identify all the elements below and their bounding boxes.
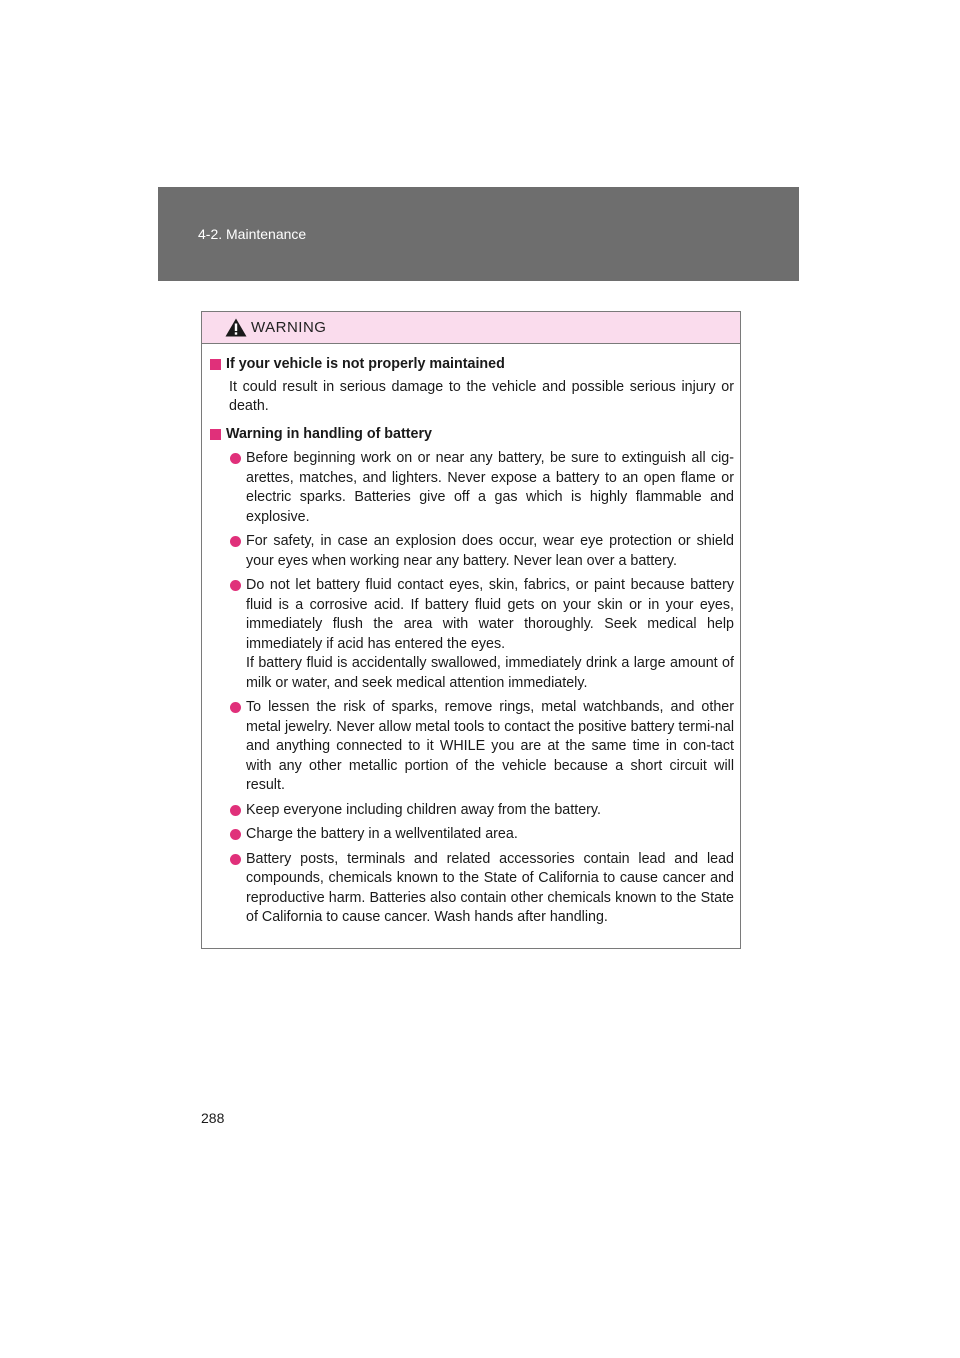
list-item: To lessen the risk of sparks, remove rings, metal watchbands, and other metal jewelry. Never allow metal tools to contact the positive battery termi-nal and anything connected to it WHILE you are at the same time in con-tact with any other metallic portion of the vehicle because a short circuit will result. <box>230 698 734 796</box>
page-number: 288 <box>201 1110 225 1126</box>
circle-bullet-icon <box>230 829 241 840</box>
warning-triangle-icon <box>225 318 247 337</box>
section-heading: If your vehicle is not properly maintained <box>210 355 734 375</box>
section-title: 4-2. Maintenance <box>198 226 307 242</box>
warning-title: WARNING <box>251 319 327 336</box>
page-header <box>158 187 799 281</box>
list-item <box>230 576 734 693</box>
circle-bullet-icon <box>230 453 241 464</box>
warning-content <box>202 344 740 928</box>
list-item: For safety, in case an explosion does occur, wear eye protection or shield your eyes when working near any battery. Never lean over a battery. <box>230 532 734 571</box>
square-bullet-icon <box>210 429 221 440</box>
section-heading: Warning in handling of battery <box>210 425 734 445</box>
list-item: Before beginning work on or near any battery, be sure to extinguish all cig-arettes, matches, and lighters. Never expose a battery to an open flame or electric sparks. Batteries give off a gas which is highly flammable and explosive. <box>230 449 734 527</box>
bullet-text: Do not let battery fluid contact eyes, skin, fabrics, or paint because battery fluid is a corrosive acid. If battery fluid gets on your skin or in your eyes, immediately flush the area with water thoroughly. Seek medical help immediately if acid has entered the eyes. <box>246 577 734 652</box>
circle-bullet-icon <box>230 536 241 547</box>
list-item: Battery posts, terminals and related accessories contain lead and lead compounds, chemicals known to the State of California to cause cancer and reproductive harm. Batteries also contain other chemicals known to the State of California to cause cancer. Wash hands after handling. <box>230 850 734 928</box>
warning-box <box>201 311 741 949</box>
circle-bullet-icon <box>230 580 241 591</box>
bullet-text-continued: If battery fluid is accidentally swallowed, immediately drink a large amount of milk or water, and seek medical attention immediately. <box>246 655 734 691</box>
square-bullet-icon <box>210 359 221 370</box>
list-item: Charge the battery in a wellventilated area. <box>230 825 734 845</box>
circle-bullet-icon <box>230 702 241 713</box>
circle-bullet-icon <box>230 805 241 816</box>
warning-header <box>202 312 740 344</box>
circle-bullet-icon <box>230 854 241 865</box>
section-text: It could result in serious damage to the vehicle and possible serious injury or death. <box>229 378 734 414</box>
list-item: Keep everyone including children away from the battery. <box>230 801 734 821</box>
